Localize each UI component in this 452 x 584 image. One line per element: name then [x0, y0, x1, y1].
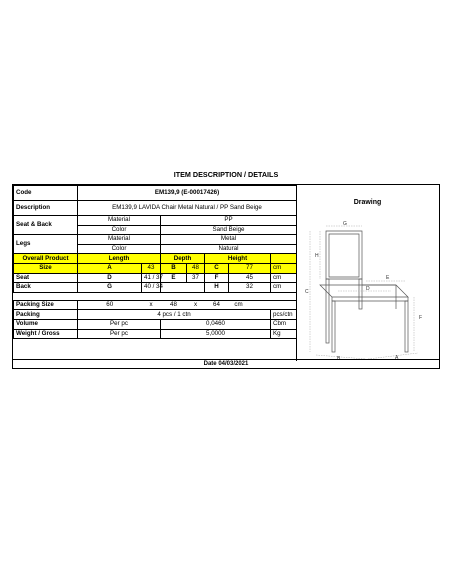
row-back	[14, 283, 297, 293]
code-value: EM139,9 (E-00017426)	[78, 186, 297, 201]
chair-leg-front-right	[405, 301, 408, 352]
chair-drawing-svg	[296, 221, 439, 361]
packing-x2: x	[187, 300, 205, 310]
weight-value: 5,0000	[161, 329, 271, 339]
seat-label: Seat	[14, 273, 78, 283]
drawing-label: Drawing	[353, 199, 382, 206]
seat-back-material-label: Material	[78, 216, 161, 226]
back-label: Back	[14, 283, 78, 293]
dim-e: E	[161, 273, 187, 283]
dim-b-value: 48	[187, 263, 205, 273]
dim-d: D	[78, 273, 142, 283]
date-footer: Date 04/03/2021	[13, 359, 439, 368]
label-a: A	[395, 355, 399, 361]
label-f: F	[419, 315, 423, 321]
row-packing	[14, 310, 297, 320]
description-value: EM139,9 LAVIDA Chair Metal Natural / PP Sand Beige	[78, 201, 297, 216]
dim-c-value: 77	[229, 263, 271, 273]
row-description	[14, 201, 297, 216]
seat-back-color: Sand Beige	[161, 225, 297, 235]
dim-c: C	[205, 263, 229, 273]
seat-unit: cm	[271, 273, 297, 283]
dim-a-value: 43	[142, 263, 161, 273]
packing-size-label: Packing Size	[14, 300, 78, 310]
dim-d-value: 41 / 37	[142, 273, 161, 283]
volume-unit: Cbm	[271, 319, 297, 329]
height-label: Height	[205, 254, 271, 264]
legs-label: Legs	[14, 235, 78, 254]
dim-g: G	[78, 283, 142, 293]
size-label: Size	[14, 263, 78, 273]
row-packing-size	[14, 300, 297, 310]
weight-unit: Kg	[271, 329, 297, 339]
row-seat	[14, 273, 297, 283]
weight-per: Per pc	[78, 329, 161, 339]
spec-sheet	[12, 184, 440, 369]
row-seat-back-material	[14, 216, 297, 226]
weight-label: Weight / Gross	[14, 329, 78, 339]
dim-e-value: 37	[187, 273, 205, 283]
overall-label: Overall Product	[14, 254, 78, 264]
code-label: Code	[14, 186, 78, 201]
overall-unit: cm	[271, 263, 297, 273]
dim-f-value: 45	[229, 273, 271, 283]
volume-value: 0,0460	[161, 319, 271, 329]
legs-color-label: Color	[78, 244, 161, 254]
chair-drawing	[296, 221, 439, 361]
packing-value: 4 pcs / 1 ctn	[78, 310, 271, 320]
row-code	[14, 186, 297, 201]
description-label: Description	[14, 201, 78, 216]
label-e: E	[386, 275, 390, 281]
packing-length: 60	[78, 300, 142, 310]
dim-h-value: 32	[229, 283, 271, 293]
legs-color: Natural	[161, 244, 297, 254]
label-b: B	[337, 356, 341, 362]
packing-height: 64	[205, 300, 229, 310]
packing-label: Packing	[14, 310, 78, 320]
packing-width: 48	[161, 300, 187, 310]
row-overall-header	[14, 254, 297, 264]
dim-g-value: 40 / 34	[142, 283, 161, 293]
seat-back-label: Seat & Back	[14, 216, 78, 235]
volume-label: Volume	[14, 319, 78, 329]
dim-h: H	[205, 283, 229, 293]
row-weight	[14, 329, 297, 339]
chair-leg-back-left	[326, 279, 329, 343]
packing-size-unit: cm	[229, 300, 249, 310]
chair-leg-front-left	[332, 301, 335, 352]
label-h: H	[315, 253, 319, 259]
label-g: G	[343, 221, 347, 227]
page-title: ITEM DESCRIPTION / DETAILS	[173, 170, 279, 179]
legs-material: Metal	[161, 235, 297, 245]
dim-a: A	[78, 263, 142, 273]
seat-back-color-label: Color	[78, 225, 161, 235]
depth-label: Depth	[161, 254, 205, 264]
row-volume	[14, 319, 297, 329]
chair-leg-back-right	[359, 279, 362, 309]
label-c: C	[305, 289, 309, 295]
chair-backrest-inner	[329, 234, 359, 277]
length-label: Length	[78, 254, 161, 264]
packing-unit: pcs/ctn	[271, 310, 297, 320]
dim-f: F	[205, 273, 229, 283]
legs-material-label: Material	[78, 235, 161, 245]
row-overall-size	[14, 263, 297, 273]
back-unit: cm	[271, 283, 297, 293]
packing-x1: x	[142, 300, 161, 310]
label-d: D	[366, 286, 370, 292]
seat-back-material: PP	[161, 216, 297, 226]
volume-per: Per pc	[78, 319, 161, 329]
row-legs-material	[14, 235, 297, 245]
spec-table	[13, 185, 297, 339]
chair-backrest	[326, 231, 362, 279]
dim-b: B	[161, 263, 187, 273]
